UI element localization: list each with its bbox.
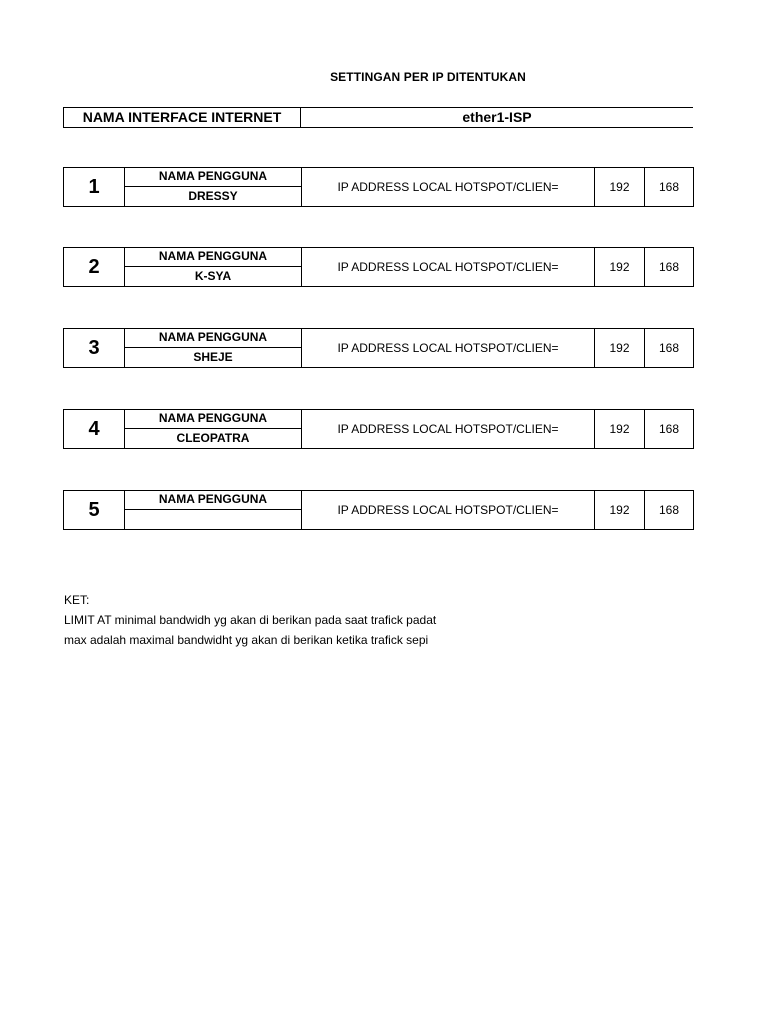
user-name-label: NAMA PENGGUNA	[125, 248, 302, 267]
user-name-field: CLEOPATRA	[125, 429, 302, 448]
ip-address-label: IP ADDRESS LOCAL HOTSPOT/CLIEN=	[302, 410, 595, 448]
notes-line-2: max adalah maximal bandwidht yg akan di berikan ketika trafick sepi	[64, 633, 429, 647]
user-number: 5	[64, 491, 125, 529]
user-block-5	[63, 490, 694, 530]
user-name-field: DRESSY	[125, 187, 302, 206]
user-name-field: K-SYA	[125, 267, 302, 286]
ip-octet-2: 168	[658, 503, 680, 517]
ip-address-label: IP ADDRESS LOCAL HOTSPOT/CLIEN=	[302, 491, 595, 529]
user-name-field: SHEJE	[125, 348, 302, 367]
ip-octet-2: 168	[658, 341, 680, 355]
user-block-2	[63, 247, 694, 287]
notes-heading: KET:	[64, 593, 90, 607]
ip-octet-1: 192	[595, 491, 645, 529]
user-name-label: NAMA PENGGUNA	[125, 410, 302, 429]
user-name-label: NAMA PENGGUNA	[125, 329, 302, 348]
ip-octet-2: 168	[658, 180, 680, 194]
user-number: 3	[64, 329, 125, 367]
user-block-4	[63, 409, 694, 449]
interface-label: NAMA INTERFACE INTERNET	[63, 108, 301, 127]
ip-octet-2: 168	[658, 422, 680, 436]
ip-octet-1: 192	[595, 329, 645, 367]
ip-address-label: IP ADDRESS LOCAL HOTSPOT/CLIEN=	[302, 329, 595, 367]
notes-line-1: LIMIT AT minimal bandwidh yg akan di berikan pada saat trafick padat	[64, 613, 437, 627]
ip-address-label: IP ADDRESS LOCAL HOTSPOT/CLIEN=	[302, 168, 595, 206]
interface-row	[63, 107, 693, 128]
page-title: SETTINGAN PER IP DITENTUKAN	[330, 70, 526, 84]
ip-octet-1: 192	[595, 168, 645, 206]
user-number: 1	[64, 168, 125, 206]
user-number: 4	[64, 410, 125, 448]
user-block-1	[63, 167, 694, 207]
ip-octet-1: 192	[595, 248, 645, 286]
interface-value: ether1-ISP	[462, 109, 532, 125]
notes-section	[64, 590, 436, 650]
user-block-3	[63, 328, 694, 368]
ip-address-label: IP ADDRESS LOCAL HOTSPOT/CLIEN=	[302, 248, 595, 286]
user-number: 2	[64, 248, 125, 286]
user-name-field	[125, 510, 302, 529]
ip-octet-1: 192	[595, 410, 645, 448]
user-name-label: NAMA PENGGUNA	[125, 168, 302, 187]
ip-octet-2: 168	[658, 260, 680, 274]
user-name-label: NAMA PENGGUNA	[125, 491, 302, 510]
